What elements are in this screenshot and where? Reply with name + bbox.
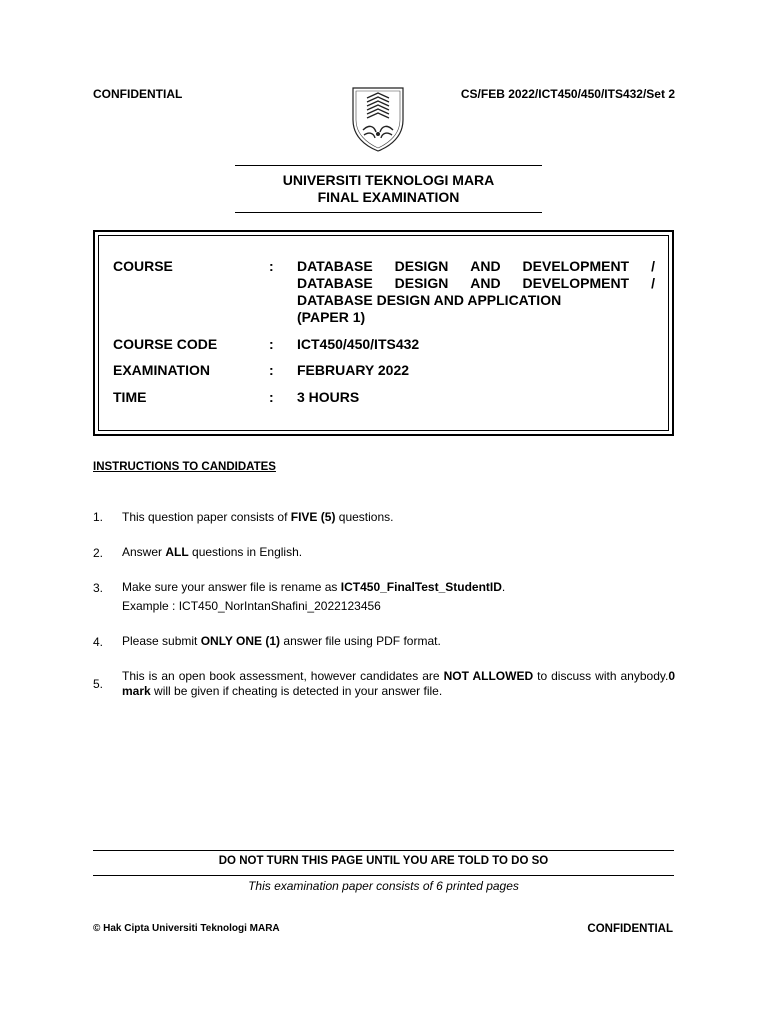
paper-code: CS/FEB 2022/ICT450/450/ITS432/Set 2 (460, 87, 675, 101)
course-label: COURSE (113, 258, 173, 274)
course-code-value: ICT450/450/ITS432 (297, 336, 420, 352)
copyright-notice: © Hak Cipta Universiti Teknologi MARA (93, 923, 280, 934)
instruction-2: Answer ALL questions in English. (122, 545, 303, 559)
title-rule-top (235, 165, 542, 166)
instructions-heading: INSTRUCTIONS TO CANDIDATES (93, 461, 276, 473)
page-count-note: This examination paper consists of 6 printed pages (248, 879, 519, 893)
instruction-number: 4. (93, 635, 104, 649)
course-colon: : (269, 258, 274, 274)
footer-rule-top (93, 850, 674, 851)
time-label: TIME (113, 389, 147, 405)
course-name-line-4: (PAPER 1) (297, 309, 366, 325)
instruction-3-example: Example : ICT450_NorIntanShafini_2022123456 (122, 599, 381, 613)
title-rule-bottom (235, 212, 542, 213)
time-value: 3 HOURS (297, 389, 360, 405)
instruction-1: This question paper consists of FIVE (5) questions. (122, 510, 394, 524)
instruction-number: 5. (93, 677, 104, 691)
examination-label: EXAMINATION (113, 362, 210, 378)
instruction-number: 3. (93, 581, 104, 595)
confidential-label-bottom: CONFIDENTIAL (587, 923, 673, 935)
instruction-4: Please submit ONLY ONE (1) answer file using PDF format. (122, 634, 441, 648)
exam-type: FINAL EXAMINATION (317, 189, 460, 205)
course-code-label: COURSE CODE (113, 336, 218, 352)
course-name-line-2: DATABASE DESIGN AND DEVELOPMENT / (297, 275, 655, 291)
exam-title (235, 172, 542, 206)
time-colon: : (269, 389, 274, 405)
uitm-crest-icon (347, 84, 409, 154)
examination-colon: : (269, 362, 274, 378)
examination-value: FEBRUARY 2022 (297, 362, 410, 378)
instruction-5: This is an open book assessment, however candidates are NOT ALLOWED to discuss with anybody.0 mark will be given if cheating is detected in your answer file. (122, 669, 675, 698)
course-code-colon: : (269, 336, 274, 352)
university-name: UNIVERSITI TEKNOLOGI MARA (282, 172, 495, 188)
instruction-3: Make sure your answer file is rename as ICT450_FinalTest_StudentID. Example : ICT450_NorIntanShafini_2022123456 (122, 580, 675, 614)
footer-rule-bottom (93, 875, 674, 876)
course-name-line-3: DATABASE DESIGN AND APPLICATION (297, 292, 562, 308)
instruction-number: 2. (93, 546, 104, 560)
instruction-number: 1. (93, 510, 104, 524)
confidential-label-top: CONFIDENTIAL (93, 87, 183, 101)
course-name-line-1: DATABASE DESIGN AND DEVELOPMENT / (297, 258, 655, 274)
do-not-turn-warning: DO NOT TURN THIS PAGE UNTIL YOU ARE TOLD TO DO SO (218, 855, 549, 867)
